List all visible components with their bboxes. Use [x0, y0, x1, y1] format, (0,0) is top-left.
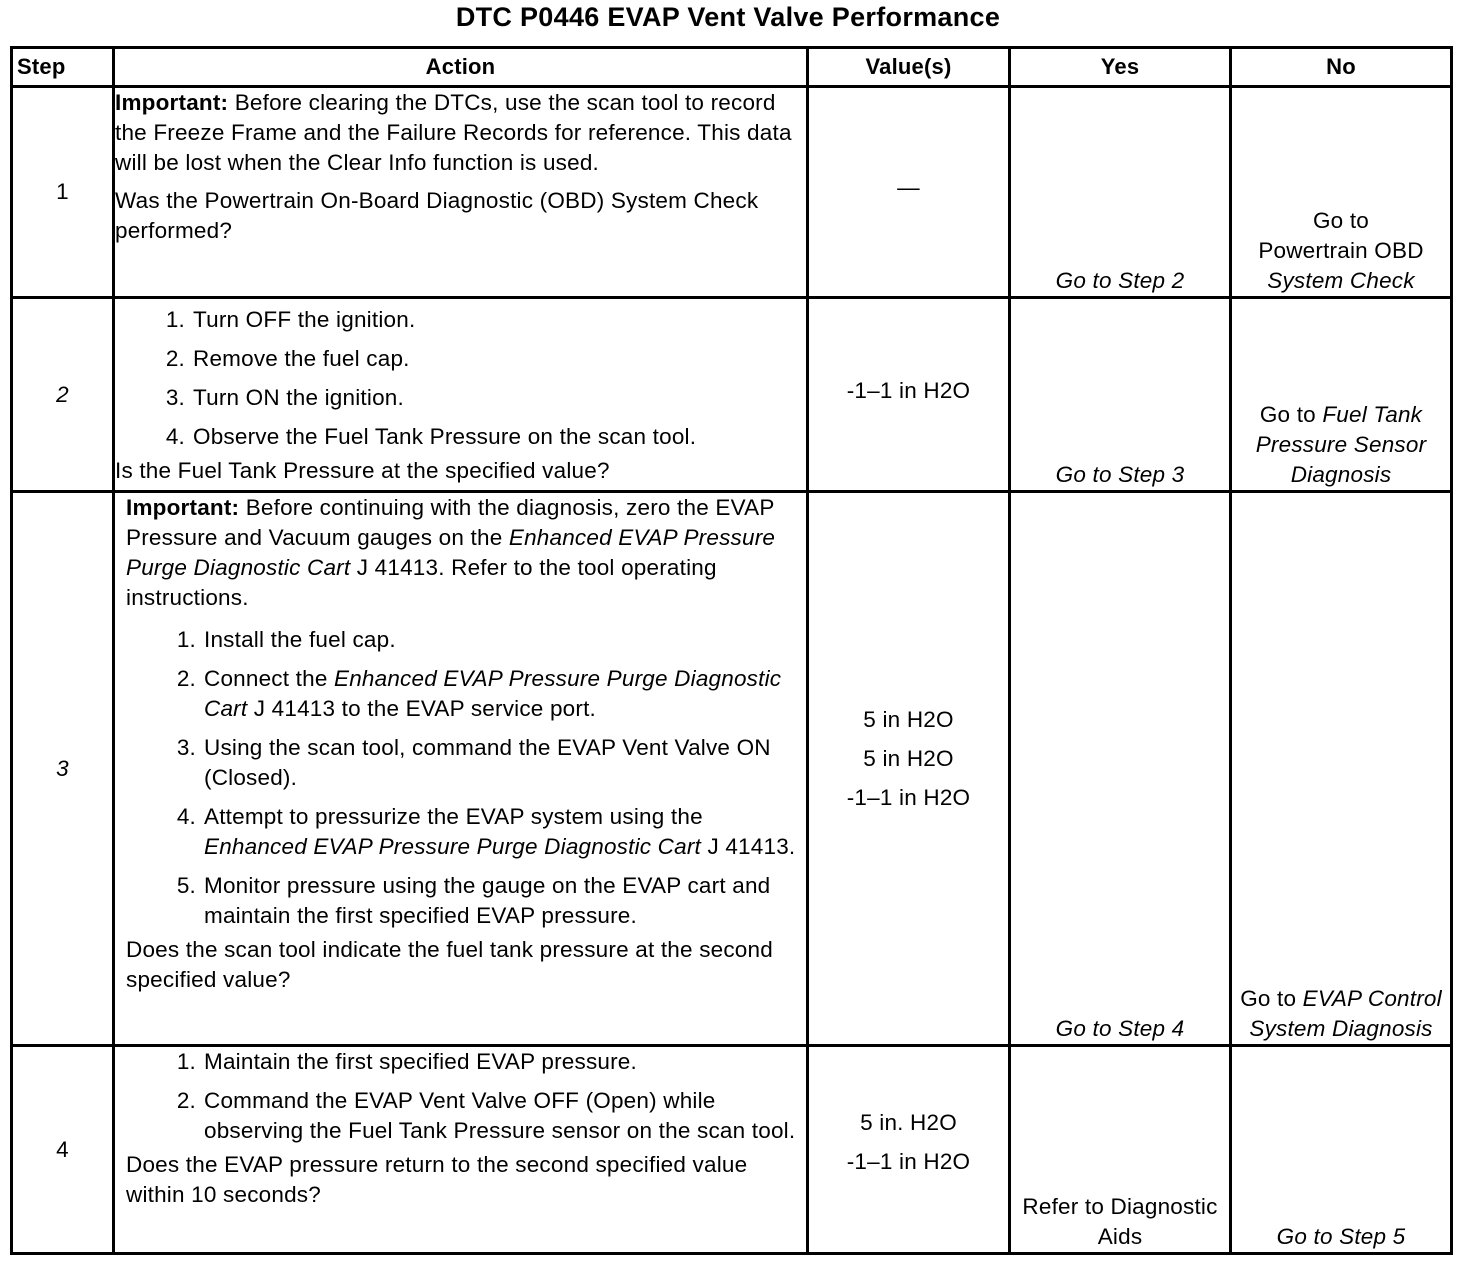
list-item: 3. Turn ON the ignition. — [165, 385, 404, 410]
yes-cell[interactable]: Refer to Diagnostic Aids — [1010, 1046, 1231, 1254]
no-prefix: Go to — [1259, 402, 1316, 427]
no-link[interactable]: Fuel Tank Pressure Sensor Diagnosis — [1255, 402, 1427, 487]
yes-link[interactable]: Go to Step 2 — [1055, 268, 1185, 293]
action-question: Is the Fuel Tank Pressure at the specified value? — [115, 458, 610, 483]
value-cell: — — [808, 87, 1010, 298]
yes-cell — [1010, 298, 1231, 492]
value-cell — [808, 492, 1010, 1046]
column-header-step: Step — [12, 48, 114, 87]
column-header-no: No — [1231, 48, 1452, 87]
no-cell — [1231, 492, 1452, 1046]
important-note — [115, 88, 806, 178]
step-number: 3 — [12, 492, 114, 1046]
no-cell — [1231, 298, 1452, 492]
yes-link[interactable]: Go to Step 3 — [1055, 462, 1185, 487]
value-line: 5 in. H2O — [860, 1109, 957, 1135]
list-item: 3. Using the scan tool, command the EVAP Vent Valve ON (Closed). — [176, 735, 771, 790]
list-item: 1. Maintain the first specified EVAP pressure. — [176, 1049, 637, 1074]
action-question: Does the EVAP pressure return to the second specified value within 10 seconds? — [126, 1152, 748, 1207]
column-header-action: Action — [114, 48, 808, 87]
list-item: 2. Remove the fuel cap. — [165, 346, 410, 371]
value-line: 5 in H2O — [863, 746, 954, 771]
step-number: 4 — [12, 1046, 114, 1254]
table-row — [12, 87, 1452, 298]
no-link[interactable]: EVAP Control System Diagnosis — [1249, 986, 1442, 1041]
page-title: DTC P0446 EVAP Vent Valve Performance — [455, 2, 1001, 32]
list-item: 4. Observe the Fuel Tank Pressure on the scan tool. — [165, 424, 697, 449]
value-cell: -1–1 in H2O — [808, 298, 1010, 492]
important-note: Important: Before continuing with the diagnosis, zero the EVAP Pressure and Vacuum gauges on the Enhanced EVAP Pressure Purge Diagnostic Cart J 41413. Refer to the tool operating instructions. — [126, 495, 776, 610]
list-item: 1. Turn OFF the ignition. — [165, 307, 416, 332]
value-line: -1–1 in H2O — [846, 1148, 971, 1174]
important-label: Important: — [126, 495, 240, 520]
no-text[interactable]: Powertrain OBD — [1258, 238, 1424, 263]
no-prefix: Go to — [1312, 208, 1370, 233]
no-prefix: Go to — [1240, 986, 1297, 1011]
list-item: 4. Attempt to pressurize the EVAP system using the Enhanced EVAP Pressure Purge Diagnostic Cart J 41413. — [176, 804, 796, 859]
table-row — [12, 298, 1452, 492]
list-item: 2. Connect the Enhanced EVAP Pressure Purge Diagnostic Cart J 41413 to the EVAP service port. — [176, 666, 782, 721]
list-item: 1. Install the fuel cap. — [176, 627, 396, 652]
step-number: 1 — [12, 87, 114, 298]
tool-name: Enhanced EVAP Pressure Purge Diagnostic Cart — [126, 525, 776, 580]
step-number: 2 — [12, 298, 114, 492]
action-question: Was the Powertrain On-Board Diagnostic (OBD) System Check performed? — [115, 188, 759, 243]
value-cell — [808, 1046, 1010, 1254]
yes-link[interactable]: Go to Step 4 — [1055, 1016, 1185, 1041]
value-line: 5 in H2O — [863, 707, 954, 732]
action-cell — [114, 492, 808, 1046]
step-list — [126, 625, 806, 931]
step-list — [115, 305, 806, 452]
action-cell — [114, 298, 808, 492]
list-item: 2. Command the EVAP Vent Valve OFF (Open) while observing the Fuel Tank Pressure sensor on the scan tool. — [176, 1088, 796, 1143]
no-cell — [1231, 87, 1452, 298]
value-line: -1–1 in H2O — [846, 785, 971, 810]
no-link[interactable]: System Check — [1267, 268, 1415, 293]
list-item: 5. Monitor pressure using the gauge on the EVAP cart and maintain the first specified EVAP pressure. — [176, 873, 771, 928]
diagnostic-table — [10, 46, 1453, 1255]
column-header-values: Value(s) — [808, 48, 1010, 87]
important-text: Before clearing the DTCs, use the scan tool to record the Freeze Frame and the Failure Records for reference. This data will be lost when the Clear Info function is used. — [115, 90, 792, 175]
action-cell — [114, 1046, 808, 1254]
table-row — [12, 492, 1452, 1046]
yes-cell — [1010, 87, 1231, 298]
table-row — [12, 1046, 1452, 1254]
no-link[interactable]: Go to Step 5 — [1276, 1224, 1406, 1249]
important-label: Important: — [115, 90, 229, 115]
yes-cell — [1010, 492, 1231, 1046]
table-header-row — [12, 48, 1452, 87]
action-cell — [114, 87, 808, 298]
step-list — [126, 1047, 806, 1146]
column-header-yes: Yes — [1010, 48, 1231, 87]
no-cell — [1231, 1046, 1452, 1254]
action-question: Does the scan tool indicate the fuel tank pressure at the second specified value? — [126, 937, 773, 992]
